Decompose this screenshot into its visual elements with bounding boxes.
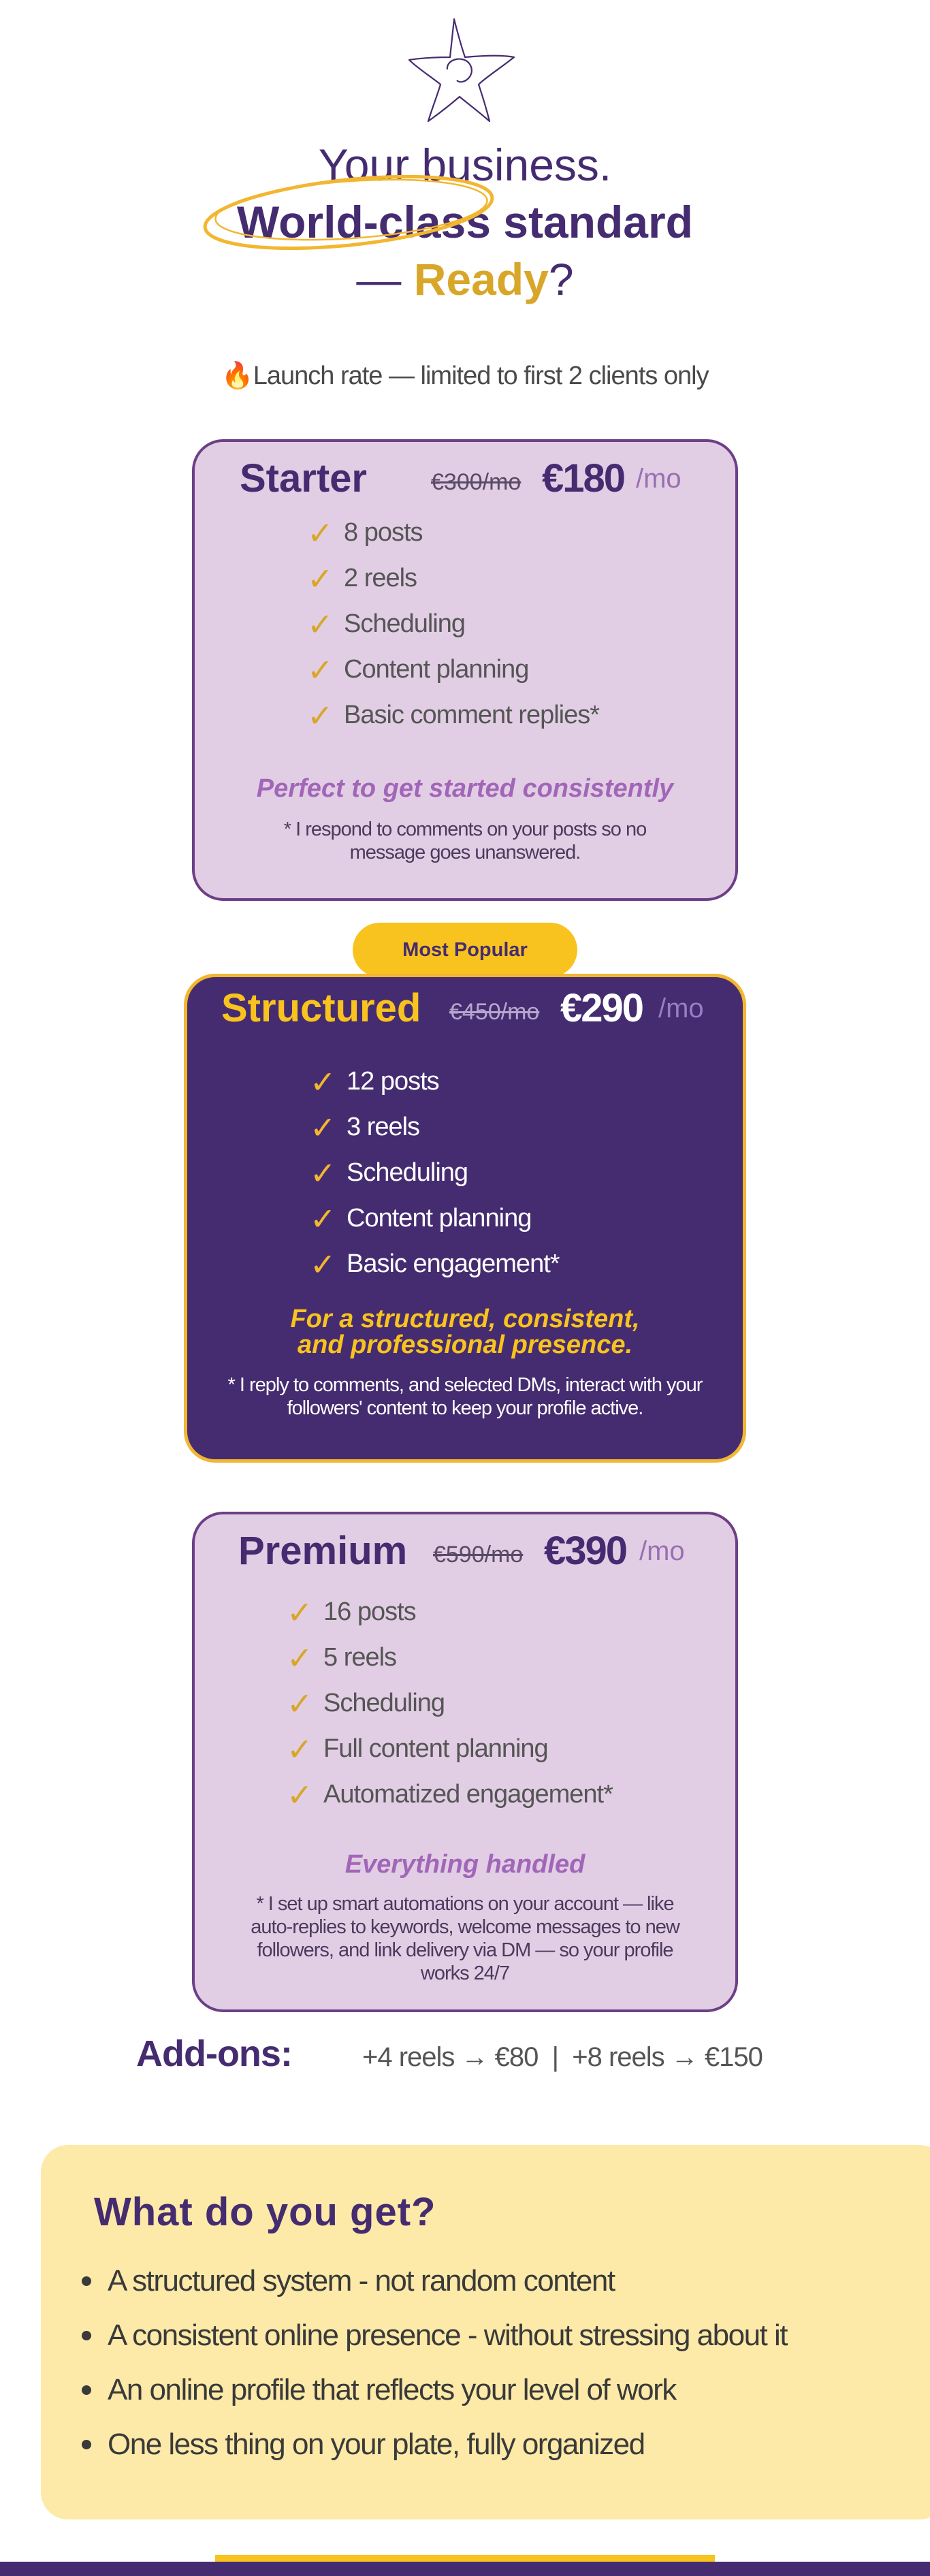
plan-card-starter[interactable]	[192, 439, 738, 901]
feature-item: ✓ Content planning	[310, 1200, 532, 1237]
list-item: One less thing on your plate, fully organized	[82, 2417, 787, 2472]
plan-per-month: /mo	[636, 464, 682, 494]
bullet-icon	[82, 2440, 91, 2449]
checkmark-icon: ✓	[307, 560, 333, 597]
checkmark-icon: ✓	[307, 652, 333, 688]
plan-footnote: * I respond to comments on your posts so no message goes unanswered.	[283, 818, 647, 863]
feature-item: ✓ Basic comment replies*	[307, 697, 600, 733]
checkmark-icon: ✓	[287, 1777, 312, 1813]
plan-tagline-line-1: For a structured, consistent,	[290, 1305, 640, 1333]
feature-item: ✓ 16 posts	[287, 1594, 416, 1630]
feature-item: ✓ 8 posts	[307, 515, 423, 551]
checkmark-icon: ✓	[310, 1109, 336, 1145]
plan-tagline: Everything handled	[344, 1850, 586, 1879]
launch-rate-text: Launch rate — limited to first 2 clients only	[253, 362, 709, 390]
plan-card-structured[interactable]	[184, 974, 746, 1463]
hero-dash: —	[356, 254, 414, 304]
plan-features	[287, 1589, 613, 1817]
plan-name: Premium	[238, 1529, 408, 1573]
plan-tagline-line-2: and professional presence.	[297, 1331, 633, 1359]
list-item: An online profile that reflects your level of work	[82, 2363, 787, 2417]
plan-name: Structured	[221, 986, 421, 1030]
checkmark-icon: ✓	[287, 1731, 312, 1767]
plan-per-month: /mo	[658, 993, 704, 1023]
plan-price: €180	[542, 456, 625, 500]
feature-item: ✓ 2 reels	[307, 560, 417, 597]
feature-item: ✓ Scheduling	[310, 1155, 468, 1191]
plan-footnote: * I reply to comments, and selected DMs, interact with your followers' content to keep your profile active.	[227, 1374, 703, 1419]
plan-footnote: * I set up smart automations on your account — like auto-replies to keywords, welcome messages to new followers, and link delivery via DM — so your profile works 24/7	[251, 1893, 679, 1984]
feature-item: ✓ 3 reels	[310, 1109, 420, 1145]
plan-per-month: /mo	[639, 1536, 685, 1566]
feature-item: ✓ Full content planning	[287, 1731, 548, 1767]
checkmark-icon: ✓	[307, 697, 333, 733]
benefits-title: What do you get?	[94, 2190, 436, 2234]
feature-item: ✓ Basic engagement*	[310, 1246, 560, 1282]
most-popular-badge: Most Popular	[353, 923, 577, 977]
checkmark-icon: ✓	[287, 1685, 312, 1721]
addons-title: Add-ons:	[136, 2033, 292, 2074]
checkmark-icon: ✓	[287, 1594, 312, 1630]
addons-row	[136, 2033, 817, 2080]
launch-rate-notice	[0, 361, 930, 391]
checkmark-icon: ✓	[310, 1246, 336, 1282]
bullet-icon	[82, 2276, 91, 2286]
swoosh-underline-icon	[197, 144, 524, 260]
hero-line-1: Your business.	[318, 140, 612, 190]
star-logo-icon	[405, 15, 521, 124]
checkmark-icon: ✓	[287, 1640, 312, 1676]
feature-item: ✓ 5 reels	[287, 1640, 397, 1676]
hero-line-2: World-class standard	[237, 197, 693, 247]
benefits-section	[41, 2145, 930, 2519]
checkmark-icon: ✓	[307, 606, 333, 642]
checkmark-icon: ✓	[310, 1064, 336, 1100]
checkmark-icon: ✓	[310, 1155, 336, 1191]
feature-item: ✓ Scheduling	[287, 1685, 445, 1721]
plan-features	[310, 1059, 560, 1287]
checkmark-icon: ✓	[310, 1200, 336, 1237]
plan-price: €290	[560, 986, 643, 1030]
benefits-list	[82, 2254, 787, 2472]
plan-name: Starter	[240, 456, 367, 500]
footer-bar	[0, 2562, 930, 2576]
bullet-icon	[82, 2385, 91, 2395]
plan-old-price: €450/mo	[449, 999, 540, 1025]
plan-old-price: €300/mo	[431, 469, 522, 495]
feature-item: ✓ 12 posts	[310, 1064, 439, 1100]
bullet-icon	[82, 2331, 91, 2340]
list-item: A structured system - not random content	[82, 2254, 787, 2308]
plan-price: €390	[544, 1529, 627, 1573]
plan-old-price: €590/mo	[433, 1542, 524, 1568]
hero-question: ?	[548, 254, 574, 304]
feature-item: ✓ Scheduling	[307, 606, 466, 642]
plan-tagline: Perfect to get started consistently	[256, 774, 674, 803]
flame-icon: 🔥	[221, 362, 253, 390]
feature-item: ✓ Content planning	[307, 652, 529, 688]
plan-card-premium[interactable]	[192, 1512, 738, 2012]
addons-text: +4 reels → €80 | +8 reels → €150	[362, 2042, 763, 2072]
hero-ready: Ready	[413, 254, 549, 304]
plan-tagline	[187, 1306, 743, 1358]
feature-item: ✓ Automatized engagement*	[287, 1777, 613, 1813]
plan-features	[307, 510, 599, 738]
list-item: A consistent online presence - without stressing about it	[82, 2308, 787, 2363]
checkmark-icon: ✓	[307, 515, 333, 551]
